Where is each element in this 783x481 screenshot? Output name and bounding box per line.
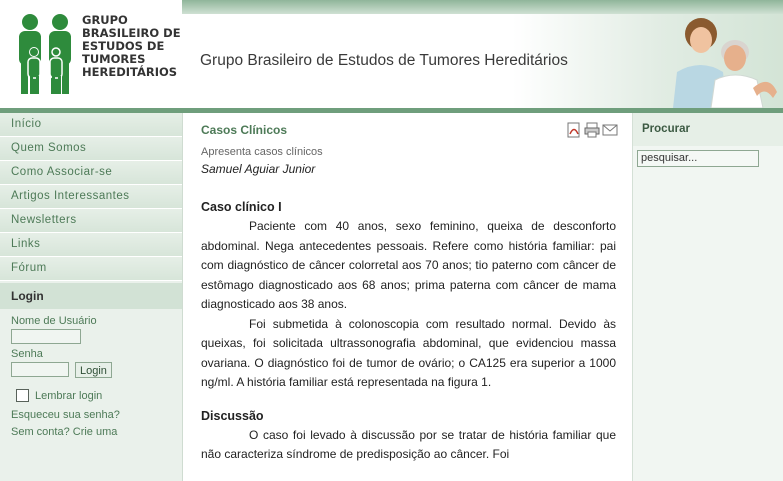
page-title: Casos Clínicos (201, 123, 288, 137)
site-logo[interactable] (0, 0, 183, 110)
family-logo-icon (12, 12, 78, 98)
header-banner (182, 14, 783, 108)
main-menu (0, 113, 182, 281)
login-button[interactable]: Login (75, 362, 112, 378)
site-header (0, 0, 783, 113)
print-icon[interactable] (584, 122, 600, 138)
password-label: Senha (11, 348, 43, 360)
logo-line: TUMORES (82, 52, 146, 66)
login-form (0, 309, 182, 438)
menu-item-links[interactable]: Links (0, 233, 182, 257)
article-tools (566, 122, 620, 138)
menu-item-como-associar[interactable]: Como Associar-se (0, 161, 182, 185)
section-heading: Discussão (201, 408, 264, 423)
logo-line: HEREDITÁRIOS (82, 65, 178, 79)
couple-photo-icon (653, 14, 783, 108)
logo-line: BRASILEIRO DE (82, 26, 181, 40)
site-title: Grupo Brasileiro de Estudos de Tumores Hereditários (200, 52, 568, 69)
username-input[interactable] (11, 329, 81, 344)
username-label: Nome de Usuário (11, 315, 97, 327)
header-top-bar (182, 0, 783, 14)
logo-line: GRUPO (82, 13, 128, 27)
left-sidebar (0, 113, 183, 481)
password-input[interactable] (11, 362, 69, 377)
email-icon[interactable] (602, 122, 618, 138)
logo-text (82, 14, 181, 79)
search-input[interactable]: pesquisar... (637, 150, 759, 167)
search-heading: Procurar (633, 113, 783, 146)
menu-item-artigos[interactable]: Artigos Interessantes (0, 185, 182, 209)
section-heading: Caso clínico I (201, 200, 282, 214)
article-author: Samuel Aguiar Junior (201, 162, 316, 176)
signup-link[interactable]: Sem conta? Crie uma (11, 426, 118, 438)
article-body (201, 198, 616, 465)
right-sidebar (632, 113, 783, 481)
paragraph: Foi submetida à colonoscopia com resultado normal. Devido às queixas, foi solicitada ultrassonografia abdominal, que evidenciou massa ovariana. O diagnóstico foi de tumor de ovário; o CA125 era superior a 1000 ng/ml. A história familiar está representada na figura 1. (201, 316, 616, 389)
menu-item-forum[interactable]: Fórum (0, 257, 182, 281)
login-heading: Login (0, 283, 182, 309)
pdf-icon[interactable] (566, 122, 582, 138)
menu-item-quem-somos[interactable]: Quem Somos (0, 137, 182, 161)
paragraph: O caso foi levado à discussão por se tratar de história familiar que não caracteriza síndrome de predisposição ao câncer. Foi (201, 427, 616, 461)
menu-item-inicio[interactable]: Início (0, 113, 182, 137)
logo-line: ESTUDOS DE (82, 39, 165, 53)
main-content (183, 113, 631, 481)
menu-item-newsletters[interactable]: Newsletters (0, 209, 182, 233)
remember-checkbox[interactable] (16, 389, 29, 402)
article-intro: Apresenta casos clínicos (201, 146, 323, 158)
forgot-password-link[interactable]: Esqueceu sua senha? (11, 409, 120, 421)
paragraph: Paciente com 40 anos, sexo feminino, queixa de desconforto abdominal. Nega antecedentes pessoais. Refere como história familiar: pai com diagnóstico de câncer colorretal aos 70 anos; tio paterno com câncer de estômago diagnosticado aos 68 anos; prima paterna com câncer de mama diagnosticado aos 38 anos. (201, 219, 616, 311)
remember-label: Lembrar login (35, 389, 103, 402)
